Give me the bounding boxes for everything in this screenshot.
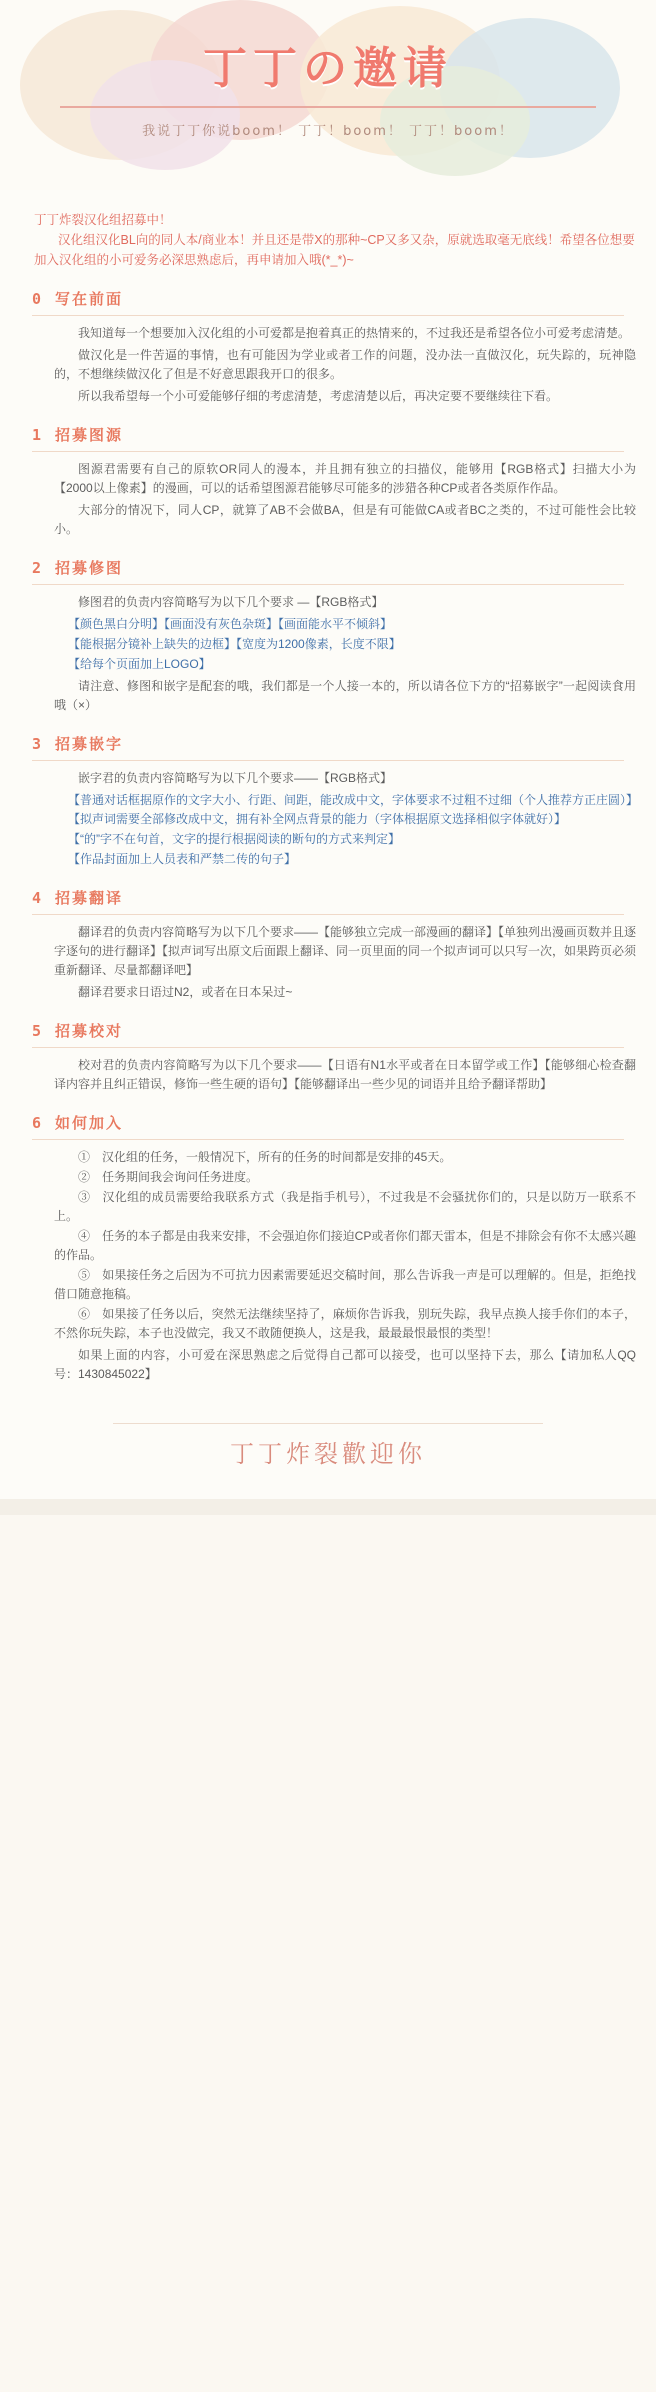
section-2-bullet-2: 【给每个页面加上LOGO】 [68, 657, 211, 671]
section-5-head [20, 1020, 636, 1041]
section-1-number: 1 [32, 426, 42, 444]
section-0-head [20, 288, 636, 309]
section-5-title: 招募校对 [55, 1023, 124, 1040]
section-divider [32, 451, 624, 452]
section-4-head [20, 887, 636, 908]
section-0-para-0: 我知道每一个想要加入汉化组的小可爱都是抱着真正的热情来的，不过我还是希望各位小可爱考虑清楚。 [78, 326, 631, 340]
section-3-para-0: 嵌字君的负责内容简略写为以下几个要求——【RGB格式】 [78, 771, 393, 785]
title-divider [60, 106, 596, 108]
section-divider [32, 914, 624, 915]
section-4-para-0: 翻译君的负责内容简略写为以下几个要求——【能够独立完成一部漫画的翻译】【单独列出漫画页数并且逐字逐句的进行翻译】【拟声词写出原文后面跟上翻译、同一页里面的同一个拟声词可以只写一次，如果跨页必须重新翻译、尽量都翻译吧】 [54, 925, 637, 977]
section-divider [32, 1047, 624, 1048]
section-6-item-5: ⑥ 如果接了任务以后，突然无法继续坚持了，麻烦你告诉我，别玩失踪，我早点换人接手你们的本子，不然你玩失踪，本子也没做完，我又不敢随便换人，这是我，最最最恨最恨的类型！ [54, 1307, 636, 1340]
section-divider [32, 1139, 624, 1140]
section-2-head [20, 557, 636, 578]
section-2-bullet-0: 【颜色黑白分明】【画面没有灰色杂斑】【画面能水平不倾斜】 [68, 617, 393, 631]
section-6 [20, 1112, 636, 1384]
poster-body [0, 190, 656, 1397]
section-1-para-1: 大部分的情况下，同人CP，就算了AB不会做BA，但是有可能做CA或者BC之类的，不过可能性会比较小。 [54, 503, 636, 536]
section-5 [20, 1020, 636, 1094]
section-6-item-2: ③ 汉化组的成员需要给我联系方式（我是指手机号），不过我是不会骚扰你们的，只是以防万一联系不上。 [54, 1190, 636, 1223]
section-1 [20, 424, 636, 539]
section-2-tail: 请注意、修图和嵌字是配套的哦，我们都是一个人接一本的，所以请各位下方的“招募嵌字”一起阅读食用哦（×） [54, 679, 636, 712]
section-6-title: 如何加入 [55, 1115, 124, 1132]
section-3-title: 招募嵌字 [55, 736, 124, 753]
poster-header [0, 0, 656, 190]
section-1-head [20, 424, 636, 445]
page-title: 丁丁の邀请 [203, 43, 453, 94]
section-3-head [20, 733, 636, 754]
section-6-item-4: ⑤ 如果接任务之后因为不可抗力因素需要延迟交稿时间，那么告诉我一声是可以理解的。但是，拒绝找借口随意拖稿。 [54, 1268, 636, 1301]
section-5-number: 5 [32, 1022, 42, 1040]
lead-line-2: 汉化组汉化BL向的同人本/商业本！并且还是带X的那种~CP又多又杂，原就选取毫无底线！希望各位想要加入汉化组的小可爱务必深思熟虑后，再申请加入哦(*_*)~ [34, 233, 635, 267]
section-6-number: 6 [32, 1114, 42, 1132]
section-0-para-1: 做汉化是一件苦逼的事情，也有可能因为学业或者工作的问题，没办法一直做汉化，玩失踪的，玩神隐的，不想继续做汉化了但是不好意思跟我开口的很多。 [54, 348, 636, 381]
lead-line-1: 丁丁炸裂汉化组招募中！ [34, 213, 172, 227]
section-6-item-3: ④ 任务的本子都是由我来安排，不会强迫你们接迫CP或者你们都天雷本，但是不排除会有你不太感兴趣的作品。 [54, 1229, 636, 1262]
section-0-para-2: 所以我希望每一个小可爱能够仔细的考虑清楚，考虑清楚以后，再决定要不要继续往下看。 [78, 389, 559, 403]
section-1-title: 招募图源 [55, 427, 124, 444]
section-4-number: 4 [32, 889, 42, 907]
section-6-item-1: ② 任务期间我会询问任务进度。 [78, 1170, 259, 1184]
section-0 [20, 288, 636, 406]
section-2-bullet-1: 【能根据分镜补上缺失的边框】【宽度为1200像素，长度不限】 [68, 637, 401, 651]
section-3-number: 3 [32, 735, 42, 753]
section-4-para-1: 翻译君要求日语过N2，或者在日本呆过~ [78, 985, 293, 999]
section-6-item-0: ① 汉化组的任务，一般情况下，所有的任务的时间都是安排的45天。 [78, 1150, 452, 1164]
section-2-para-0: 修图君的负责内容简略写为以下几个要求 —【RGB格式】 [78, 595, 384, 609]
section-5-para-0: 校对君的负责内容简略写为以下几个要求——【日语有N1水平或者在日本留学或工作】【能够细心检查翻译内容并且纠正错误，修饰一些生硬的语句】【能够翻译出一些少见的词语并且给予翻译帮助】 [54, 1058, 637, 1091]
lead-paragraph [34, 210, 636, 270]
section-divider [32, 315, 624, 316]
section-2-title: 招募修图 [55, 560, 124, 577]
section-4 [20, 887, 636, 1002]
section-2-number: 2 [32, 559, 42, 577]
section-1-para-0: 图源君需要有自己的原软OR同人的漫本，并且拥有独立的扫描仪，能够用【RGB格式】扫描大小为【2000以上像素】的漫画，可以的话希望图源君能够尽可能多的涉猎各种CP或者各类原作作品。 [54, 462, 636, 495]
bottom-bar [0, 1499, 656, 1515]
poster-footer [0, 1397, 656, 1499]
section-0-number: 0 [32, 290, 42, 308]
footer-divider [113, 1423, 543, 1424]
section-3 [20, 733, 636, 869]
section-divider [32, 584, 624, 585]
section-0-title: 写在前面 [55, 291, 124, 308]
section-4-title: 招募翻译 [55, 890, 124, 907]
section-3-bullet-2: 【作品封面加上人员表和严禁二传的句子】 [68, 852, 297, 866]
section-2 [20, 557, 636, 715]
section-6-head [20, 1112, 636, 1133]
section-6-closing: 如果上面的内容，小可爱在深思熟虑之后觉得自己都可以接受，也可以坚持下去，那么【请加私人QQ号：1430845022】 [54, 1348, 636, 1381]
page-subtitle: 我说丁丁你说boom！ 丁丁！boom！ 丁丁！boom！ [142, 124, 514, 139]
footer-text: 丁丁炸裂歡迎你 [230, 1440, 426, 1468]
section-divider [32, 760, 624, 761]
section-3-bullet-1: 【“的”字不在句首，文字的提行根据阅读的断句的方式来判定】 [68, 832, 400, 846]
section-3-bullet-0: 【普通对话框据原作的文字大小、行距、间距，能改成中文，字体要求不过粗不过细（个人推荐方正庄圆）】【拟声词需要全部修改成中文，拥有补全网点背景的能力（字体根据原文选择相似字体就好）】 [68, 793, 633, 826]
